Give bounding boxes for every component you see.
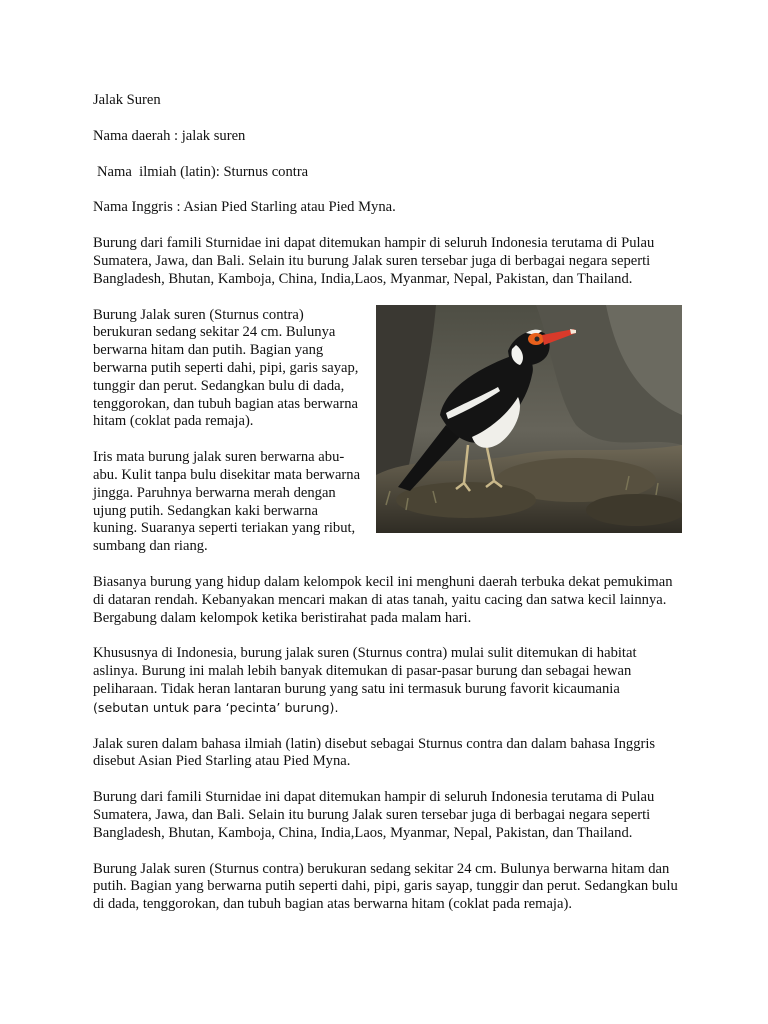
jalak-suren-image (376, 305, 682, 533)
paragraph-distribution: Burung dari famili Sturnidae ini dapat ditemukan hampir di seluruh Indonesia terutama di Pulau Sumatera, Jawa, dan Bali. Selain itu burung Jalak suren tersebar juga di berbagai negara seperti Bangladesh, Bhutan, Kamboja, China, India,Laos, Myanmar, Nepal, Pakistan, dan Thailand. (93, 235, 655, 287)
bird-photo (376, 305, 682, 533)
paragraph-indonesia-note: (sebutan untuk para ‘pecinta’ burung). (93, 699, 339, 715)
nama-daerah: Nama daerah : jalak suren (93, 127, 246, 144)
paragraph-distribution-repeat: Burung dari famili Sturnidae ini dapat ditemukan hampir di seluruh Indonesia terutama di Pulau Sumatera, Jawa, dan Bali. Selain itu burung Jalak suren tersebar juga di berbagai negara seperti Bangladesh, Bhutan, Kamboja, China, India,Laos, Myanmar, Nepal, Pakistan, dan Thailand. (93, 789, 655, 841)
document-page (93, 92, 678, 932)
paragraph-indonesia-main: Khususnya di Indonesia, burung jalak suren (Sturnus contra) mulai sulit ditemukan di habitat aslinya. Burung ini malah lebih banyak ditemukan di pasar-pasar burung dan sebagai hewan peliharaan. Tidak heran lantaran burung yang satu ini termasuk burung favorit kicaumania (93, 645, 637, 697)
paragraph-description-repeat: Burung Jalak suren (Sturnus contra) berukuran sedang sekitar 24 cm. Bulunya berwarna hitam dan putih. Bagian yang berwarna putih seperti dahi, pipi, garis sayap, tunggir dan perut. Sedangkan bulu di dada, tenggorokan, dan tubuh bagian atas berwarna hitam (coklat pada remaja). (93, 860, 678, 913)
paragraph-eye-beak: Iris mata burung jalak suren berwarna abu-abu. Kulit tanpa bulu disekitar mata berwarna jingga. Paruhnya berwarna merah dengan ujung putih. Sedangkan kaki berwarna kuning. Suaranya seperti teriakan yang ribut, sumbang dan riang. (93, 449, 361, 555)
paragraph-description: Burung Jalak suren (Sturnus contra) berukuran sedang sekitar 24 cm. Bulunya berwarna hitam dan putih. Bagian yang berwarna putih seperti dahi, pipi, garis sayap, tunggir dan perut. Sedangkan bulu di dada, tenggorokan, dan tubuh bagian atas berwarna hitam (coklat pada remaja). (93, 306, 359, 430)
paragraph-indonesia (93, 645, 678, 717)
nama-inggris: Nama Inggris : Asian Pied Starling atau Pied Myna. (93, 199, 396, 216)
doc-title: Jalak Suren (93, 92, 161, 108)
paragraph-latin-name: Jalak suren dalam bahasa ilmiah (latin) disebut sebagai Sturnus contra dan dalam bahasa Inggris disebut Asian Pied Starling atau Pied Myna. (93, 735, 656, 770)
nama-ilmiah: Nama ilmiah (latin): Sturnus contra (97, 163, 309, 180)
paragraph-habitat: Biasanya burung yang hidup dalam kelompok kecil ini menghuni daerah terbuka dekat pemukiman di dataran rendah. Kebanyakan mencari makan di atas tanah, yaitu cacing dan satwa kecil lainnya. Bergabung dalam kelompok ketika beristirahat pada malam hari. (93, 573, 673, 626)
